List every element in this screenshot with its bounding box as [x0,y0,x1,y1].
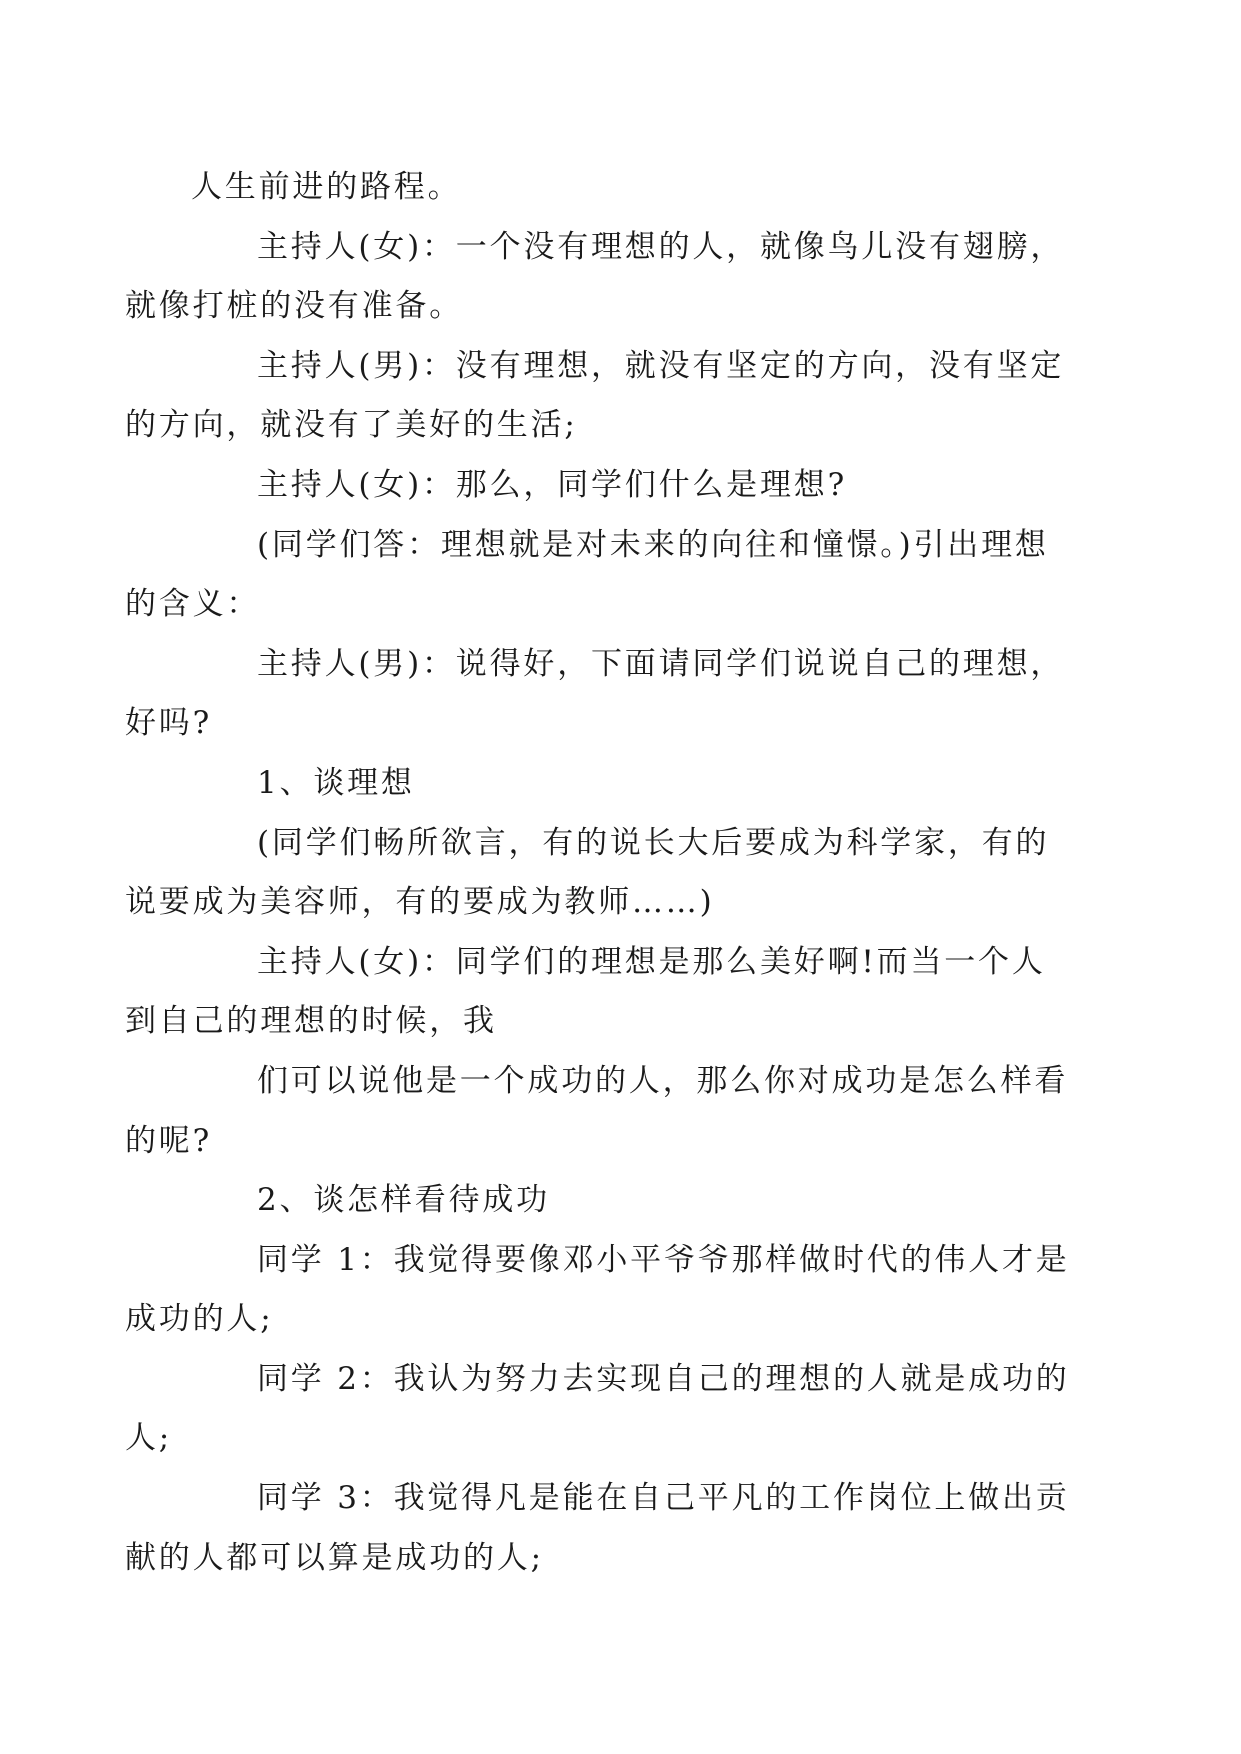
text-line: 好吗? [125,705,213,742]
paragraph-11 [191,1171,1071,1231]
text-line: 人; [125,1420,173,1457]
text-line: (同学们畅所欲言，有的说长大后要成为科学家，有的 [257,824,1050,861]
text-line: 主持人(男)：没有理想，就没有坚定的方向，没有坚定 [257,347,1065,384]
paragraph-9 [125,933,1071,1052]
paragraph-2 [125,218,1071,337]
text-line: 人生前进的路程。 [191,169,462,205]
text-line: 成功的人; [125,1301,274,1338]
text-line: (同学们答：理想就是对未来的向往和憧憬。)引出理想 [257,526,1049,563]
text-line: 主持人(女)：一个没有理想的人，就像鸟儿没有翅膀， [257,228,1065,265]
paragraph-3 [125,337,1071,456]
text-line: 1、谈理想 [257,764,415,801]
paragraph-7 [191,754,1071,814]
text-line: 到自己的理想的时候，我 [125,1003,497,1040]
text-line: 就像打桩的没有准备。 [125,288,463,325]
text-line: 主持人(女)：同学们的理想是那么美好啊!而当一个人 [257,943,1046,980]
text-line: 的呢? [125,1122,213,1159]
text-line: 说要成为美容师，有的要成为教师……) [125,884,715,921]
paragraph-12 [125,1231,1071,1350]
text-line: 同学 1：我觉得要像邓小平爷爷那样做时代的伟人才是 [257,1241,1070,1278]
text-line: 献的人都可以算是成功的人; [125,1539,544,1576]
paragraph-8 [125,814,1071,933]
paragraph-1 [191,158,1071,218]
paragraph-13 [125,1350,1071,1469]
text-line: 同学 3：我觉得凡是能在自己平凡的工作岗位上做出贡 [257,1480,1070,1517]
text-line: 2、谈怎样看待成功 [257,1182,550,1219]
text-line: 的方向，就没有了美好的生活; [125,407,578,444]
text-line: 同学 2：我认为努力去实现自己的理想的人就是成功的 [257,1360,1070,1397]
text-line: 主持人(女)：那么，同学们什么是理想? [257,466,848,503]
paragraph-10 [125,1052,1071,1171]
paragraph-4 [191,456,1071,516]
paragraph-6 [125,635,1071,754]
paragraph-5 [125,516,1071,635]
text-line: 主持人(男)：说得好，下面请同学们说说自己的理想， [257,645,1065,682]
document-body [125,158,1071,1588]
text-line: 的含义： [125,586,261,623]
paragraph-14 [125,1469,1071,1588]
text-line: 们可以说他是一个成功的人，那么你对成功是怎么样看 [257,1062,1069,1099]
